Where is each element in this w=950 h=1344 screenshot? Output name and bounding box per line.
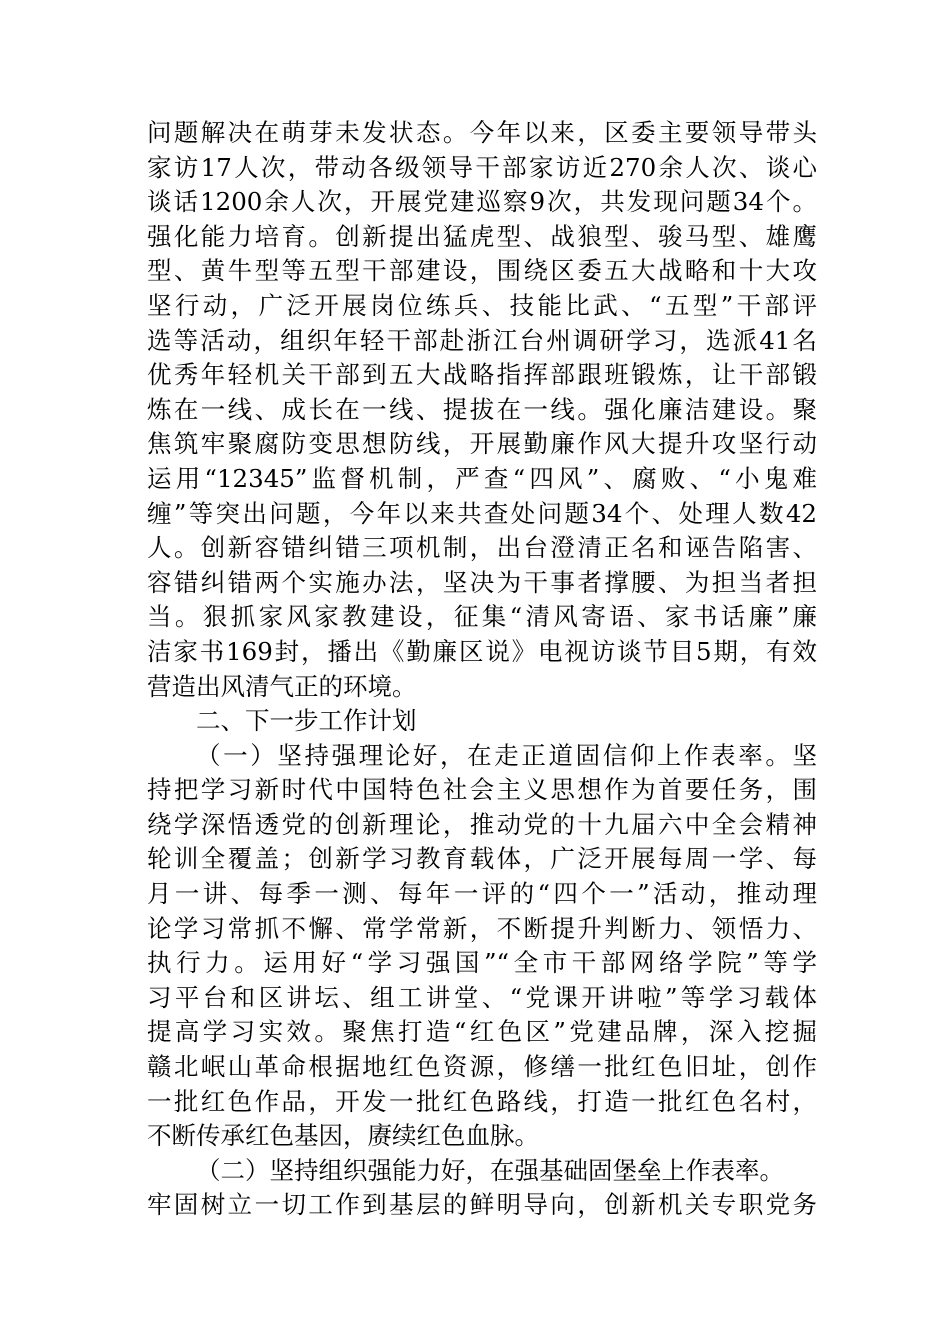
paragraph-line: 运用“12345”监督机制，严查“四风”、腐败、“小鬼难 — [147, 463, 817, 493]
paragraph-line: 牢固树立一切工作到基层的鲜明导向，创新机关专职党务 — [147, 1190, 817, 1220]
paragraph-line: 焦筑牢聚腐防变思想防线，开展勤廉作风大提升攻坚行动 — [147, 429, 817, 459]
paragraph-line: 强化能力培育。创新提出猛虎型、战狼型、骏马型、雄鹰 — [147, 221, 817, 251]
paragraph-line: 问题解决在萌芽未发状态。今年以来，区委主要领导带头 — [147, 118, 817, 147]
paragraph-line: 洁家书169封，播出《勤廉区说》电视访谈节目5期，有效 — [147, 636, 817, 666]
paragraph-line: 提高学习实效。聚焦打造“红色区”党建品牌，深入挖掘 — [147, 1017, 817, 1047]
paragraph-line: 坚行动，广泛开展岗位练兵、技能比武、“五型”干部评 — [147, 290, 817, 320]
subsection-title: （二）坚持组织强能力好，在强基础固堡垒上作表率。 — [196, 1155, 784, 1185]
paragraph-line: 容错纠错两个实施办法，坚决为干事者撑腰、为担当者担 — [147, 567, 817, 597]
paragraph-line: 人。创新容错纠错三项机制，出台澄清正名和诬告陷害、 — [147, 533, 817, 563]
paragraph-line: 谈话1200余人次，开展党建巡察9次，共发现问题34个。 — [147, 187, 817, 217]
paragraph-line: 选等活动，组织年轻干部赴浙江台州调研学习，选派41名 — [147, 325, 817, 355]
paragraph-line: 营造出风清气正的环境。 — [147, 671, 417, 701]
paragraph-line: 家访17人次，带动各级领导干部家访近270余人次、谈心 — [147, 152, 817, 182]
subsection-title: （一）坚持强理论好，在走正道固信仰上作表率。坚 — [196, 740, 817, 770]
paragraph-line: 优秀年轻机关干部到五大战略指挥部跟班锻炼，让干部锻 — [147, 360, 817, 390]
section-heading: 二、下一步工作计划 — [196, 706, 417, 736]
paragraph-line: 不断传承红色基因，赓续红色血脉。 — [147, 1121, 539, 1151]
paragraph-line: 论学习常抓不懈、常学常新，不断提升判断力、领悟力、 — [147, 913, 817, 943]
paragraph-line: 当。狠抓家风家教建设，征集“清风寄语、家书话廉”廉 — [147, 602, 817, 632]
paragraph-line: 一批红色作品，开发一批红色路线，打造一批红色名村， — [147, 1086, 817, 1116]
paragraph-line: 炼在一线、成长在一线、提拔在一线。强化廉洁建设。聚 — [147, 394, 817, 424]
paragraph-line: 绕学深悟透党的创新理论，推动党的十九届六中全会精神 — [147, 809, 817, 839]
paragraph-line: 月一讲、每季一测、每年一评的“四个一”活动，推动理 — [147, 879, 817, 909]
paragraph-line: 缠”等突出问题，今年以来共查处问题34个、处理人数42 — [147, 498, 817, 528]
document-body — [147, 116, 817, 1223]
paragraph-line: 习平台和区讲坛、组工讲堂、“党课开讲啦”等学习载体 — [147, 982, 817, 1012]
paragraph-line: 执行力。运用好“学习强国”“全市干部网络学院”等学 — [147, 948, 817, 978]
paragraph-line: 轮训全覆盖；创新学习教育载体，广泛开展每周一学、每 — [147, 844, 817, 874]
paragraph-line: 持把学习新时代中国特色社会主义思想作为首要任务，围 — [147, 775, 817, 805]
paragraph-line: 型、黄牛型等五型干部建设，围绕区委五大战略和十大攻 — [147, 256, 817, 286]
paragraph-line: 赣北岷山革命根据地红色资源，修缮一批红色旧址，创作 — [147, 1052, 817, 1082]
